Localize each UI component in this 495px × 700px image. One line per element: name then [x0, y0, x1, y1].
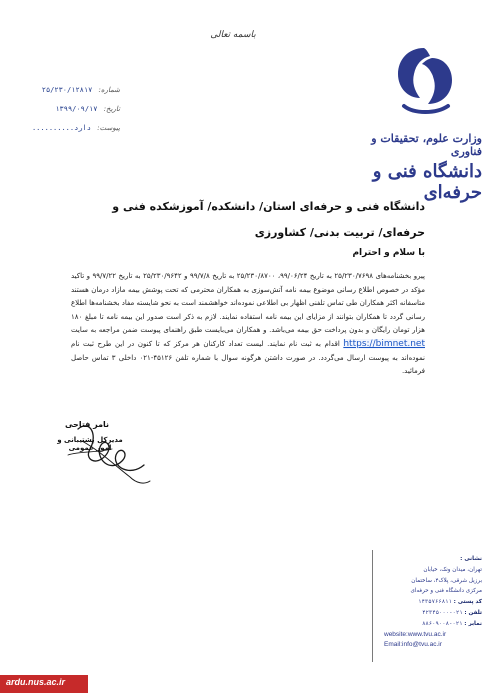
letter-attachment [10, 124, 120, 138]
postal-code [384, 597, 482, 608]
letter-body [71, 270, 425, 379]
footer-site-text: ardu.nus.ac.ir [6, 677, 66, 687]
letter-number-value: ۲۵/۲۳۰/۱۲۸۱۷ [41, 86, 93, 94]
email[interactable]: Email:info@tvu.ac.ir [384, 641, 442, 649]
address-line-3: مرکزی دانشگاه فنی و حرفه‌ای [410, 588, 482, 595]
contact-divider [372, 550, 373, 662]
phone [384, 608, 482, 619]
letter-attachment-value: دارد.......... [31, 124, 91, 132]
signatory-title: مدیرکل پشتیبانی و امور عمومی [57, 436, 123, 452]
letter-number-label: شماره: [98, 86, 120, 94]
address-line-1: تهران، میدان ونک، خیابان [423, 566, 482, 573]
bimnet-link[interactable]: https://bimnet.net [343, 338, 425, 349]
ministry-block [352, 132, 482, 203]
fax [384, 619, 482, 630]
phone-value: ۰۲۱-۴۲۳۴۵۰۰۰ [422, 609, 463, 616]
letter-meta [10, 86, 120, 143]
invocation-text: باسمه تعالی [210, 30, 256, 40]
letter-body-paragraph [71, 270, 425, 379]
addressee: دانشگاه فنی و حرفه‌ای استان/ دانشکده/ آموزشکده فنی و حرفه‌ای/ تربیت بدنی/ کشاورزی [112, 200, 425, 239]
postal-label: کد پستی : [453, 599, 482, 606]
letter-date-label: تاریخ: [103, 105, 120, 113]
letter-date-value: ۱۳۹۹/۰۹/۱۷ [55, 105, 98, 113]
signatory-name: نامر فتاحی [64, 420, 110, 429]
fax-label: نمابر : [464, 620, 482, 627]
letter-attachment-label: پیوست: [97, 124, 120, 132]
phone-label: تلفن : [464, 609, 482, 616]
address-line-2: برزیل شرقی، پلاک۴، ساختمان [411, 577, 482, 584]
website[interactable]: website:www.tvu.ac.ir [384, 630, 447, 638]
body-text-part1: پیرو بخشنامه‌های ۲۵/۲۳۰/۷۶۹۸ به تاریخ ۹۹/۰۶/۲۴، ۲۵/۲۳۰/۸۷۰۰ به تاریخ ۹۹/۷/۸ و ۲۵/۲۳۰/۹۶۴۲ به تاریخ ۹۹/۷/۲۲ و تاکید مؤکد در خصوص اطلاع رسانی موضوع بیمه نامه آتش‌سوزی به همکاران محترمی که تحت پوشش بیمه مازاد درمان هستند متاسفانه اکثر همکاران طی تماس تلفنی اظهار بی اطلاعی نموده‌اند خواهشمند است به نحو شایسته مفاد بخشنامه‌ها اطلاع رسانی گردد تا همکاران بتوانند از مزایای این بیمه نامه استفاده نمایند. لازم به ذکر است صدور این بیمه نامه تا مبلغ ۱۸۰ هزار تومان رایگان و بدون پرداخت حق بیمه می‌باشد. و همکاران می‌بایست طبق راهنمای پیوست ضمن مراجعه به سایت [71, 272, 425, 335]
contact-block [384, 554, 482, 651]
body-text-part2: اقدام به ثبت نام نمایند. لیست تعداد کارکنان هر مرکز که تا کنون در این طرح ثبت نام نموده‌اند به پیوست ارسال می‌گردد. در صورت داشتن هرگونه سوال با شماره تلفن ۴۵۱۲۶-۰۲۱ داخلی ۳ تماس حاصل فرمائید. [71, 339, 426, 376]
university-logo [390, 44, 460, 124]
address-label: نشانی : [460, 556, 482, 562]
greeting: با سلام و احترام [352, 248, 425, 258]
letter-date [10, 105, 120, 119]
university-name: دانشگاه فنی و حرفه‌ای [372, 161, 482, 203]
letter-number [10, 86, 120, 100]
fax-value: ۰۲۱-۸۸۶۰۹۰۰۸ [422, 620, 463, 627]
ministry-name: وزارت علوم، تحقیقات و فناوری [371, 132, 482, 158]
postal-value: ۱۴۳۵۷۶۶۸۱۱ [418, 599, 452, 606]
